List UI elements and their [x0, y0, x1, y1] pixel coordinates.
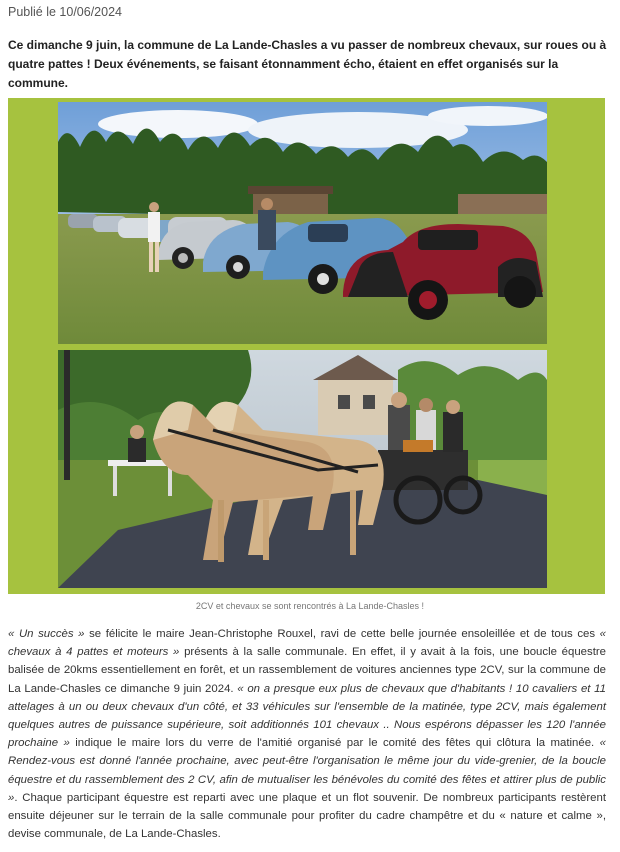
body-text-1: se félicite le maire Jean-Christophe Rouxel, ravi de cette belle journée ensoleillée et de tous ces	[84, 628, 600, 640]
body-text-2: présents à la salle communale. En effet, il y avait à la fois, une boucle équestre balisée de 20kms essentiellement en forêt, et un rassemblement de voitures anciennes type 2CV, sur la commune de La Lande-Chasles ce dimanche 9 juin 2024.	[8, 646, 606, 695]
article-body	[8, 625, 606, 843]
article-lead: Ce dimanche 9 juin, la commune de La Lande-Chasles a vu passer de nombreux chevaux, sur roues ou à quatre pattes ! Deux événements, se faisant étonnamment écho, étaient en effet organisés sur la commune.	[8, 38, 607, 90]
quote-success: « Un succès »	[8, 628, 85, 640]
quote-next-year: « Rendez-vous est donné l'année prochaine, avec peut-être l'organisation le même jour du vide-grenier, de la boucle équestre et du rassemblement des 2 CV, afin de mutualiser les bénévoles du comité des fêtes et attirer plus de public »	[8, 737, 606, 804]
photo-horse-carriage	[58, 350, 547, 588]
body-text-4: . Chaque participant équestre est reparti avec une plaque et un flot souvenir. De nombreux participants restèrent ensuite déjeuner sur le terrain de la salle communale pour profiter du cadre champêtre et du « nature et calme », devise communale, de La Lande-Chasles.	[8, 791, 606, 841]
photo-caption: 2CV et chevaux se sont rencontrés à La Lande-Chasles !	[195, 601, 425, 611]
publication-date: Publié le 10/06/2024	[8, 5, 122, 19]
photo-frame	[8, 98, 605, 594]
body-text-3: indique le maire lors du verre de l'amitié organisé par le comité des fêtes qui clôtura la matinée.	[69, 737, 600, 750]
quote-horses-motors: « chevaux à 4 pattes et moteurs »	[8, 628, 606, 659]
quote-mayor: « on a presque eux plus de chevaux que d'habitants ! 10 cavaliers et 11 attelages à un ou deux chevaux d'un côté, et 33 véhicules sur l'ensemble de la matinée, type 2CV, mais également quelques autres de puissance supérieure, soit additionnés 101 chevaux .. Nous espérons dépasser les 120 l'année prochaine »	[8, 682, 607, 750]
photo-2cv-rally	[58, 102, 547, 344]
